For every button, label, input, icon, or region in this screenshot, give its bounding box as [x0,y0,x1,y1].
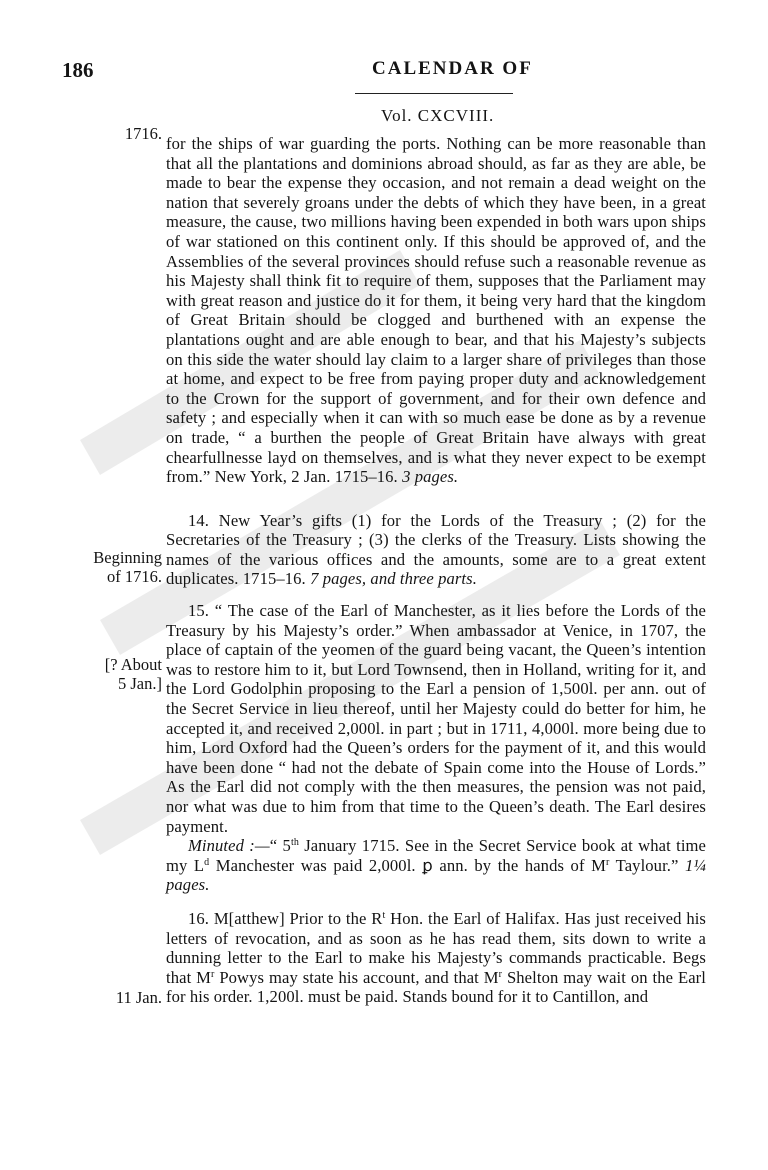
minuted-text-b: January 1715. See in the Secret Service book at what time my L [166,836,706,875]
entry-14-text: 14. New Year’s gifts (1) for the Lords of the Treasury ; (2) for the Secretaries of the Treasury ; (3) the clerks of the Treasury. Lists showing the names of the various offices and the amounts, some are to a great extent duplicates. 1715–16. [166,510,706,589]
entry-15-text: 15. “ The case of the Earl of Manchester, as it lies before the Lords of the Treasury by his Majesty’s order.” When ambassador at Venice, in 1707, the place of captain of the yeomen of the guard being vacant, the Queen’s intention was to restore him to it, but Lord Townsend, then in Holland, writing for it, and the Lord Godolphin proposing to the Earl a pension of 1,500l. per ann. out of the Secret Service in lieu thereof, until her Majesty could do better for him, he accepted it, and received 2,000l. in part ; but in 1711, 4,000l. more being due to him, Lord Oxford had the Queen’s orders for the payment of it, and this would have been done “ had not the debate of Spain come into the House of Lords.” As the Earl did not comply with the then measures, the pension was not paid, nor what was due to him from that time to the Queen’s death. The Earl desires payment. [166,601,706,836]
margin-date-about: [? About 5 Jan.] [104,655,162,693]
continued-entry-pages: 3 pages. [402,467,459,487]
entry-16-text-c: Powys may state his account, and that M [214,967,499,987]
entry-15-minuted [166,836,706,895]
entry-16-sup-2: r [211,968,215,980]
entry-15 [166,601,706,836]
header-rule [355,93,513,94]
minuted-label: Minuted :— [188,836,270,856]
minuted-sup-3: r [605,856,610,868]
volume-heading: Vol. CXCVIII. [381,106,495,125]
main-text [166,134,706,1007]
entry-15-pages: 1¼ pages. [166,855,706,895]
entry-16-sup-3: r [498,968,503,980]
entry-16-text-a: 16. M[atthew] Prior to the R [188,908,383,928]
entry-16-text-d: Shelton may wait on the Earl for his order. 1,200l. must be paid. Stands bound for it to Cantillon, and [166,967,706,1007]
continued-entry-text: for the ships of war guarding the ports. Nothing can be more reasonable than that all the plantations and dominions abroad should, as far as they are able, be made to bear the expense they occasion, and not remain a dead weight on the nation that severely groans under the debts of which they have been, in a great measure, the cause, two millions having been expended in both wars upon ships of war stationed on this continent only. If this should be approved of, and the Assemblies of the several provinces should refuse such a reasonable revenue as his Majesty shall think fit to require of them, supposes that the Parliament may with great reason and justice do it for them, it being very hard that the kingdom of Great Britain should be clogged and burthened with an expense the plantations ought and are able enough to bear, and that his Majesty’s subjects on this side the water should lay claim to a larger share of privileges than those at home, and expect to be free from paying proper duty and acknowledgement to the Crown for the support of government, and for their own defence and safety ; and especially when it can with so much ease be done as by a revenue on trade, “ a burthen the people of Great Britain have always with great chearfullnesse layd on themselves, and is what they never expect to be exempt from.” New York, 2 Jan. 1715–16. [166,134,706,487]
minuted-sup-2: d [204,856,210,868]
minuted-text-d: Taylour.” [609,855,679,875]
continued-entry [166,134,706,487]
entry-14-pages: 7 pages, and three parts. [310,569,477,589]
entry-16-text-b: Hon. the Earl of Halifax. Has just received his letters of revocation, and as soon as he has read them, sits down to write a dunning letter to the Earl to make his Majesty’s commands practicable. Begs that M [166,908,706,987]
minuted-sup-1: th [290,837,299,849]
entry-16-sup-1: t [382,909,386,921]
entry-14 [166,511,706,589]
running-title: CALENDAR OF [372,58,533,79]
page-number: 186 [62,58,94,82]
margin-year: 1716. [124,124,162,143]
margin-date-jan-11: 11 Jan. [115,988,162,1007]
entry-16 [166,909,706,1007]
minuted-text-c: Manchester was paid 2,000l. ꝑ ann. by the hands of M [209,855,606,875]
margin-date-beginning: Beginning of 1716. [93,548,162,586]
minuted-text-a: “ 5 [269,836,291,856]
